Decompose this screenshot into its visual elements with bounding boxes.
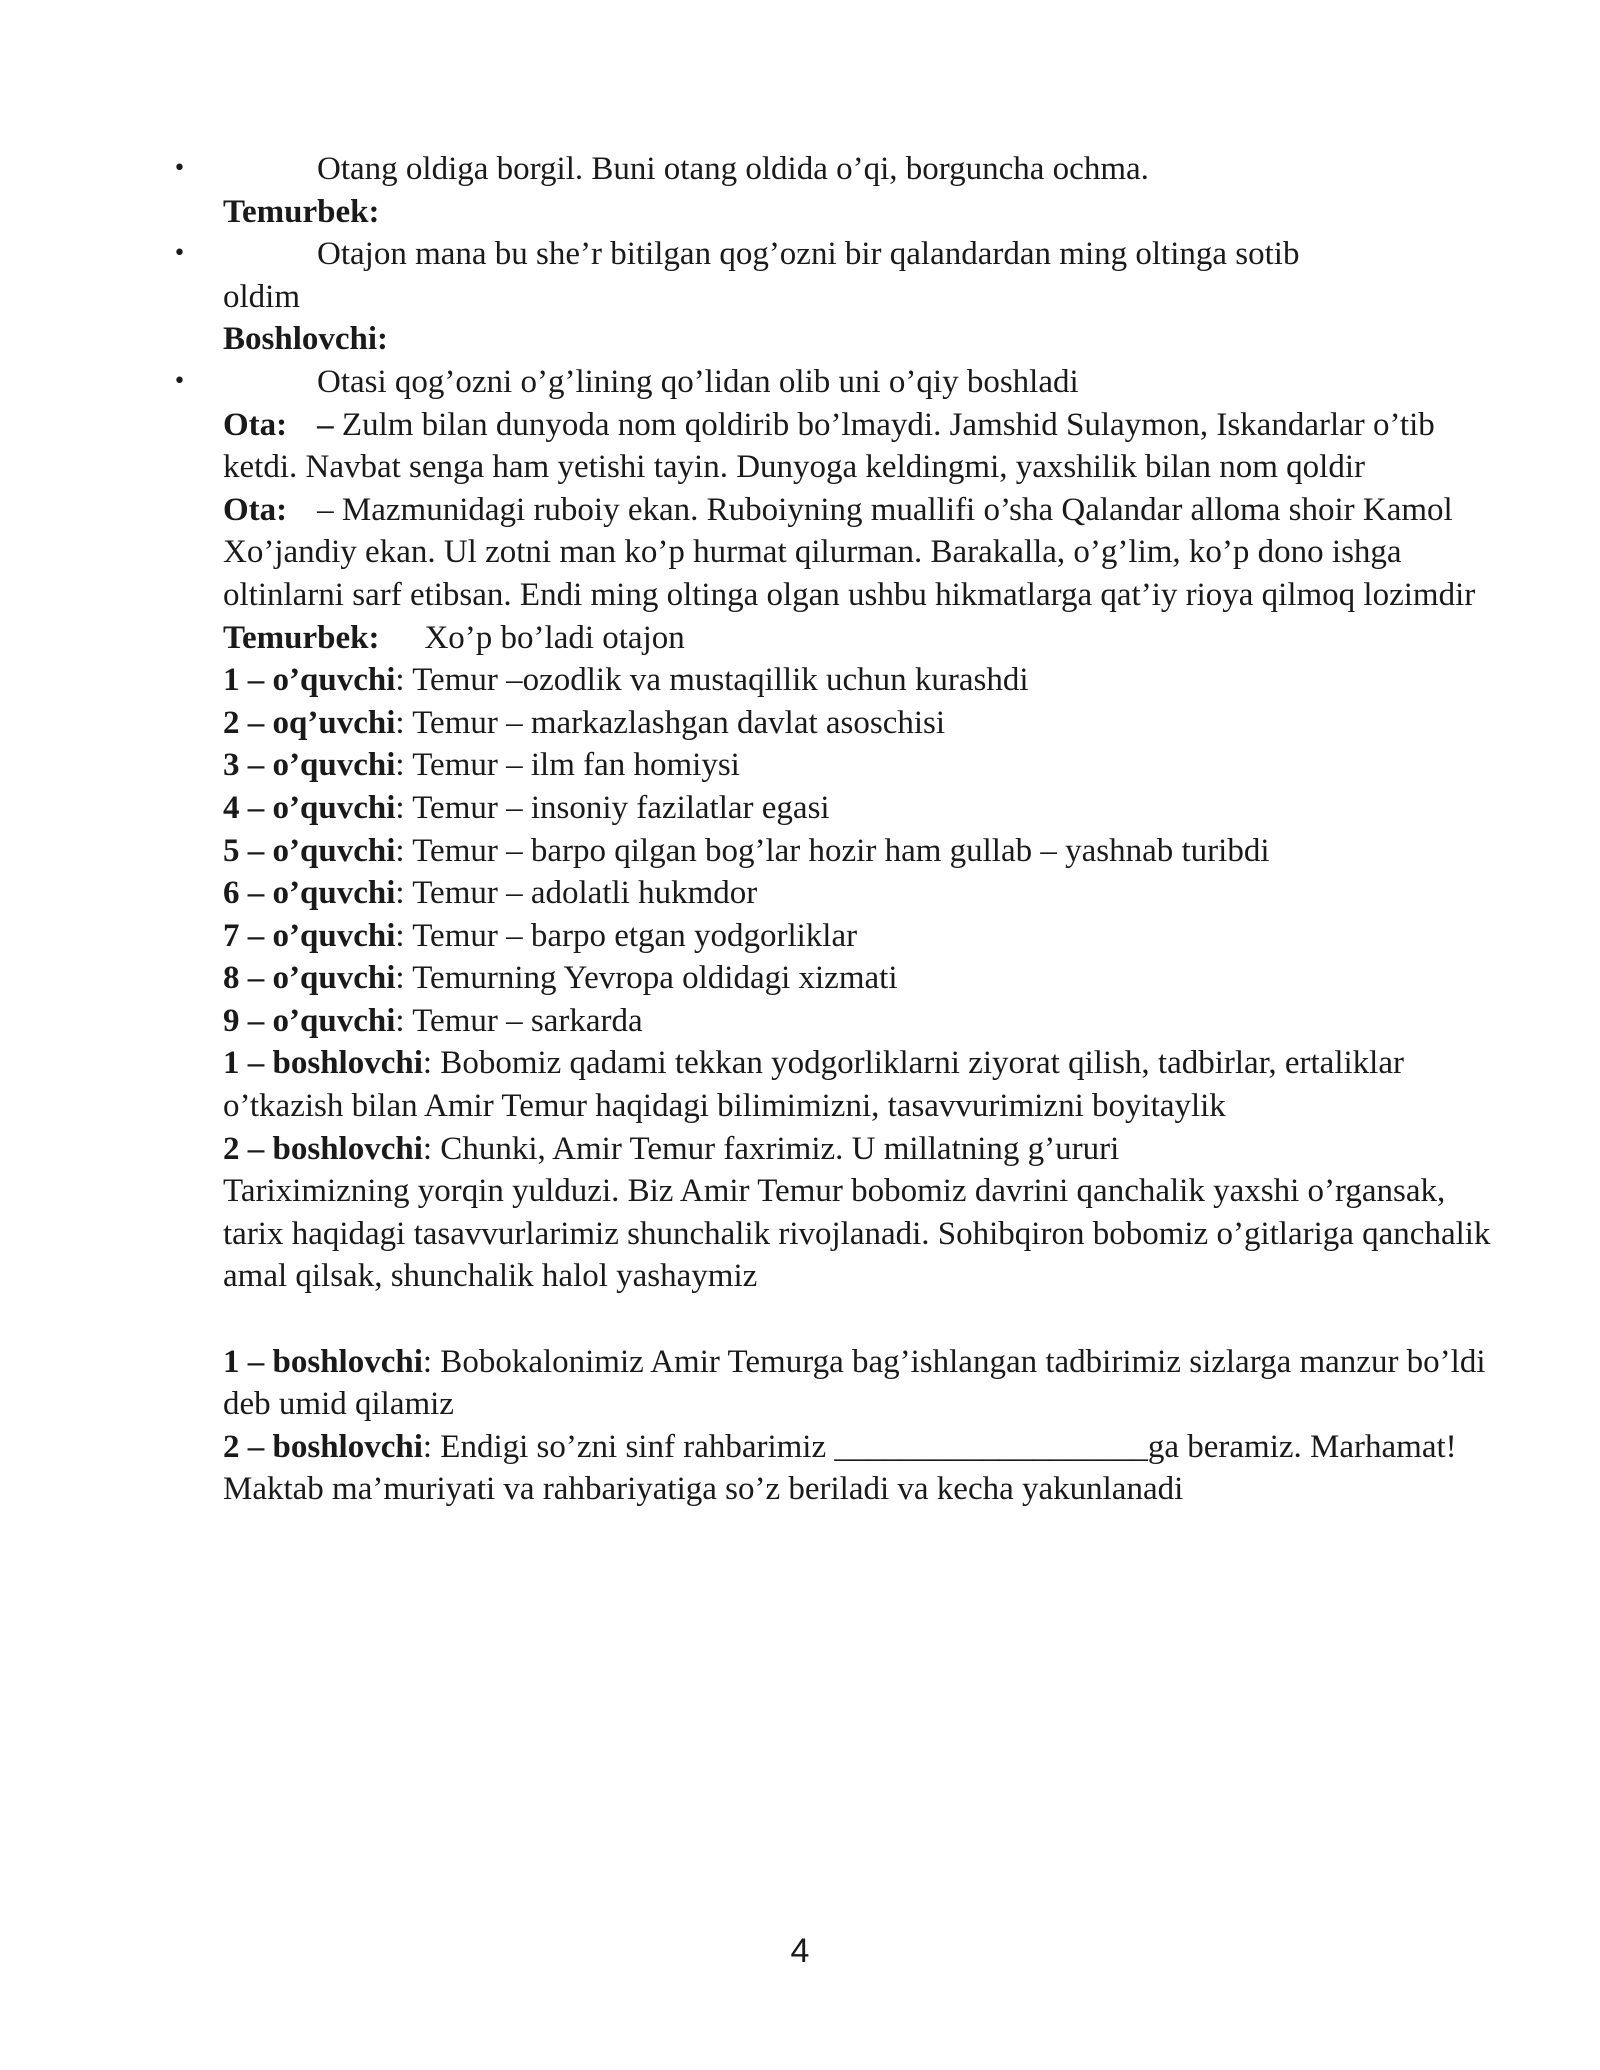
speaker-heading-boshlovchi: Boshlovchi: — [223, 321, 389, 358]
bullet-paragraph-1 — [173, 148, 1513, 191]
ota-speech-2 — [223, 489, 1513, 617]
bullet-text: Otasi qog’ozni o’g’lining qo’lidan olib uni o’qiy boshladi — [317, 363, 1079, 400]
host-text: : Bobomiz qadami tekkan yodgorliklarni ziyorat qilish, tadbirlar, ertaliklar o’tkazish bilan Amir Temur haqidagi bilimimizni, tasavvurimizni boyitaylik — [223, 1045, 1404, 1125]
host-line — [223, 1042, 1513, 1127]
reader-line — [223, 702, 1513, 745]
host-text: : Endigi so’zni sinf rahbarimiz ___________________ga beramiz. Marhamat! — [422, 1428, 1457, 1465]
reader-label: 9 – o’quvchi — [223, 1002, 396, 1039]
reader-label: 6 – o’quvchi — [223, 875, 396, 912]
reader-label: 5 – o’quvchi — [223, 832, 396, 869]
bullet-text: Otang oldiga borgil. Buni otang oldida o’qi, borguncha ochma. — [317, 151, 1149, 187]
ota-speech-1 — [223, 404, 1513, 489]
reader-line — [223, 1000, 1513, 1043]
speech-text: Zulm bilan dunyoda nom qoldirib bo’lmaydi. Jamshid Sulaymon, Iskandarlar o’tib ketdi. Navbat senga ham yetishi tayin. Dunyoga keldingmi, yaxshilik bilan nom qoldir — [223, 406, 1435, 486]
closing-line: Maktab ma’muriyati va rahbariyatiga so’z beriladi va kecha yakunlanadi — [223, 1471, 1184, 1508]
host-line — [223, 1341, 1513, 1426]
blank-line — [223, 1298, 1513, 1341]
reader-line — [223, 915, 1513, 958]
document-body — [173, 148, 1513, 1511]
host-line — [223, 1128, 1513, 1171]
reader-line — [223, 744, 1513, 787]
host-label: 1 – boshlovchi — [223, 1343, 423, 1380]
host-label: 1 – boshlovchi — [223, 1045, 423, 1082]
reader-line — [223, 659, 1513, 702]
reader-text: : Temur – markazlashgan davlat asoschisi — [395, 704, 946, 741]
reader-text: : Temurning Yevropa oldidagi xizmati — [395, 960, 898, 997]
host-text: : Chunki, Amir Temur faxrimiz. U millatning g’ururi — [422, 1130, 1120, 1167]
reader-label: 2 – oq’uvchi — [223, 704, 396, 741]
reader-line — [223, 872, 1513, 915]
reader-label: 1 – o’quvchi — [223, 662, 396, 699]
bullet-text-continuation: oldim — [223, 278, 301, 315]
page-number: 4 — [790, 1932, 810, 1970]
reader-text: : Temur – adolatli hukmdor — [395, 875, 758, 912]
bullet-paragraph-3 — [173, 361, 1513, 404]
host-label: 2 – boshlovchi — [223, 1130, 423, 1167]
speaker-label: Ota: — [223, 406, 288, 443]
bullet-icon: • — [173, 156, 186, 181]
reader-text: : Temur – barpo etgan yodgorliklar — [395, 917, 858, 954]
temurbek-speech — [223, 617, 1513, 660]
reader-text: : Temur – insoniy fazilatlar egasi — [395, 789, 830, 826]
reader-text: : Temur – barpo qilgan bog’lar hozir ham gullab – yashnab turibdi — [395, 832, 1270, 869]
reader-line — [223, 787, 1513, 830]
host-text-continuation: Tariximizning yorqin yulduzi. Biz Amir Temur bobomiz davrini qanchalik yaxshi o’rgansak, tarix haqidagi tasavvurlarimiz shunchalik rivojlanadi. Sohibqiron bobomiz o’gitlariga qanchalik amal qilsak, shunchalik halol yashaymiz — [223, 1173, 1491, 1295]
bullet-paragraph-2 — [173, 233, 1513, 318]
bullet-text: Otajon mana bu she’r bitilgan qog’ozni bir qalandardan ming oltinga sotib — [317, 236, 1300, 273]
speaker-label: Ota: — [223, 491, 288, 528]
speaker-heading-temurbek: Temurbek: — [223, 193, 380, 230]
speech-text: – Mazmunidagi ruboiy ekan. Ruboiyning muallifi o’sha Qalandar alloma shoir Kamol Xo’jandiy ekan. Ul zotni man ko’p hurmat qilurman. Barakalla, o’g’lim, ko’p dono ishga oltinlarni sarf etibsan. Endi ming oltinga olgan ushbu hikmatlarga qat’iy rioya qilmoq lozimdir — [223, 491, 1476, 613]
speech-text: Xo’p bo’ladi otajon — [424, 619, 685, 656]
reader-label: 4 – o’quvchi — [223, 789, 396, 826]
reader-text: : Temur –ozodlik va mustaqillik uchun kurashdi — [395, 662, 1029, 699]
reader-text: : Temur – sarkarda — [395, 1002, 643, 1039]
reader-text: : Temur – ilm fan homiysi — [395, 747, 740, 784]
host-text: : Bobokalonimiz Amir Temurga bag’ishlangan tadbirimiz sizlarga manzur bo’ldi deb umid qilamiz — [223, 1343, 1486, 1423]
reader-label: 3 – o’quvchi — [223, 747, 396, 784]
reader-label: 7 – o’quvchi — [223, 917, 396, 954]
bullet-icon: • — [173, 368, 186, 394]
host-label: 2 – boshlovchi — [223, 1428, 423, 1465]
speech-dash: – — [317, 406, 334, 443]
bullet-icon: • — [173, 241, 186, 267]
speaker-label: Temurbek: — [223, 619, 380, 656]
reader-label: 8 – o’quvchi — [223, 960, 396, 997]
reader-line — [223, 957, 1513, 1000]
host-line — [223, 1426, 1513, 1469]
reader-line — [223, 830, 1513, 873]
